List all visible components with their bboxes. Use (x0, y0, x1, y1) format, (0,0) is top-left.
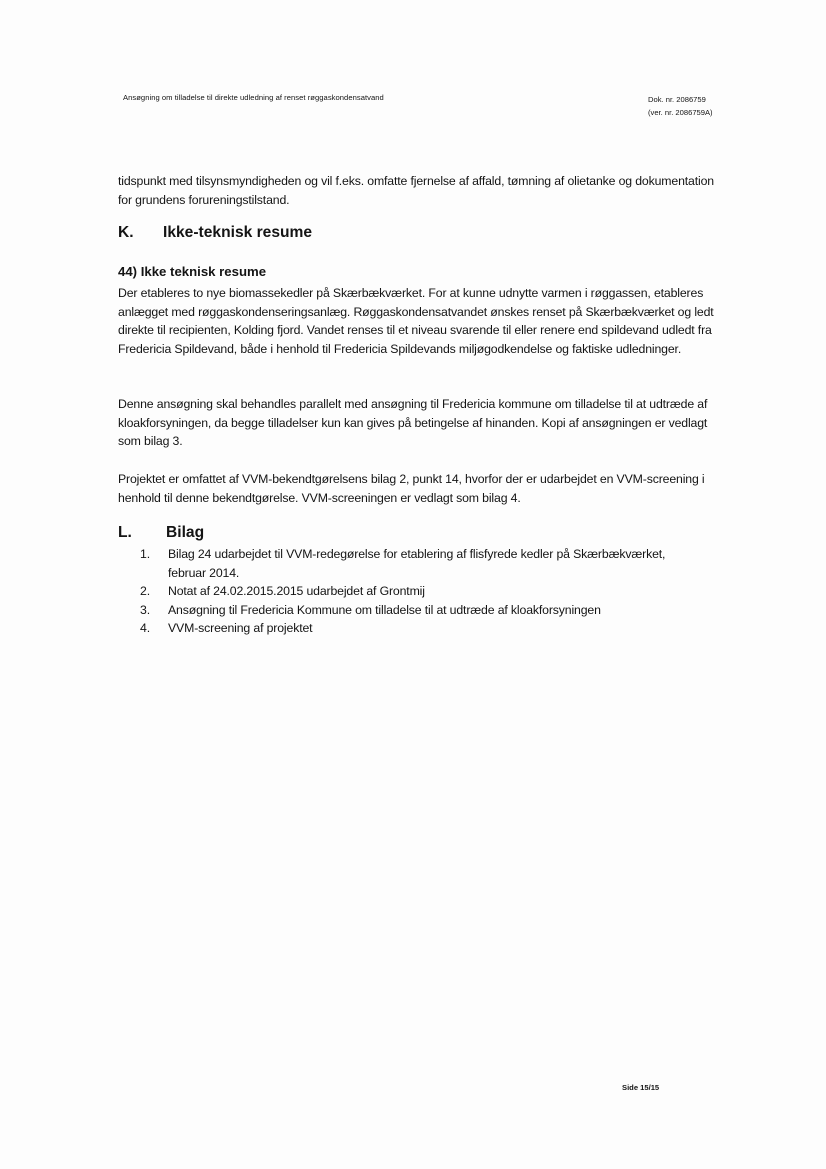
header-doc-number-block (648, 93, 713, 119)
page-number: Side 15/15 (622, 1083, 660, 1092)
paragraph-parallel-application: Denne ansøgning skal behandles parallelt med ansøgning til Fredericia kommune om tilladelse til at udtræde af kloakforsyningen, da begge tilladelser kun kan gives på betingelse af hinanden. Kopi af ansøgningen er vedlagt som bilag 3. (118, 397, 708, 449)
list-item-number: 1. (140, 547, 150, 561)
section-l-title: Bilag (166, 524, 205, 541)
list-item (140, 619, 700, 638)
doc-number: Dok. nr. 2086759 (648, 95, 706, 104)
section-k-title: Ikke-teknisk resume (163, 224, 313, 241)
list-item-text: VVM-screening af projektet (168, 621, 313, 636)
list-item-text: Notat af 24.02.2015.2015 udarbejdet af Grontmij (168, 584, 425, 599)
list-item-number: 4. (140, 621, 150, 636)
header-title: Ansøgning om tilladelse til direkte udledning af renset røggaskondensatvand (123, 93, 384, 102)
list-item-text: Ansøgning til Fredericia Kommune om tilladelse til at udtræde af kloakforsyningen (168, 602, 601, 617)
version-number: (ver. nr. 2086759A) (648, 108, 713, 117)
intro-paragraph: tidspunkt med tilsynsmyndigheden og vil f.eks. omfatte fjernelse af affald, tømning af olietanke og dokumentation for grundens forureningstilstand. (118, 174, 714, 207)
list-item (140, 545, 700, 582)
paragraph-biomass: Der etableres to nye biomassekedler på Skærbækværket. For at kunne udnytte varmen i røggassen, etableres anlægget med røggaskondenseringsanlæg. Røggaskondensatvandet ønskes renset på Skærbækværket og ledt direkte til recipienten, Kolding fjord. Vandet renses til et niveau svarende til eller renere end spildevand udledt fra Fredericia Spildevand, både i henhold til Fredericia Spildevands miljøgodkendelse og faktiske udledninger. (118, 286, 714, 356)
section-k-letter: K. (118, 224, 134, 241)
list-item (140, 582, 700, 601)
section-l-heading (118, 524, 204, 542)
list-item-number: 2. (140, 584, 150, 599)
list-item-number: 3. (140, 602, 150, 617)
list-item (140, 601, 700, 620)
subsection-44-heading: 44) Ikke teknisk resume (118, 264, 267, 279)
section-k-heading (118, 224, 312, 242)
paragraph-vvm: Projektet er omfattet af VVM-bekendtgørelsens bilag 2, punkt 14, hvorfor der er udarbejdet en VVM-screening i henhold til denne bekendtgørelse. VVM-screeningen er vedlagt som bilag 4. (118, 472, 705, 505)
list-item-text: Bilag 24 udarbejdet til VVM-redegørelse for etablering af flisfyrede kedler på Skærbækværket, februar 2014. (168, 547, 666, 580)
section-l-letter: L. (118, 524, 132, 541)
bilag-list (140, 545, 700, 638)
